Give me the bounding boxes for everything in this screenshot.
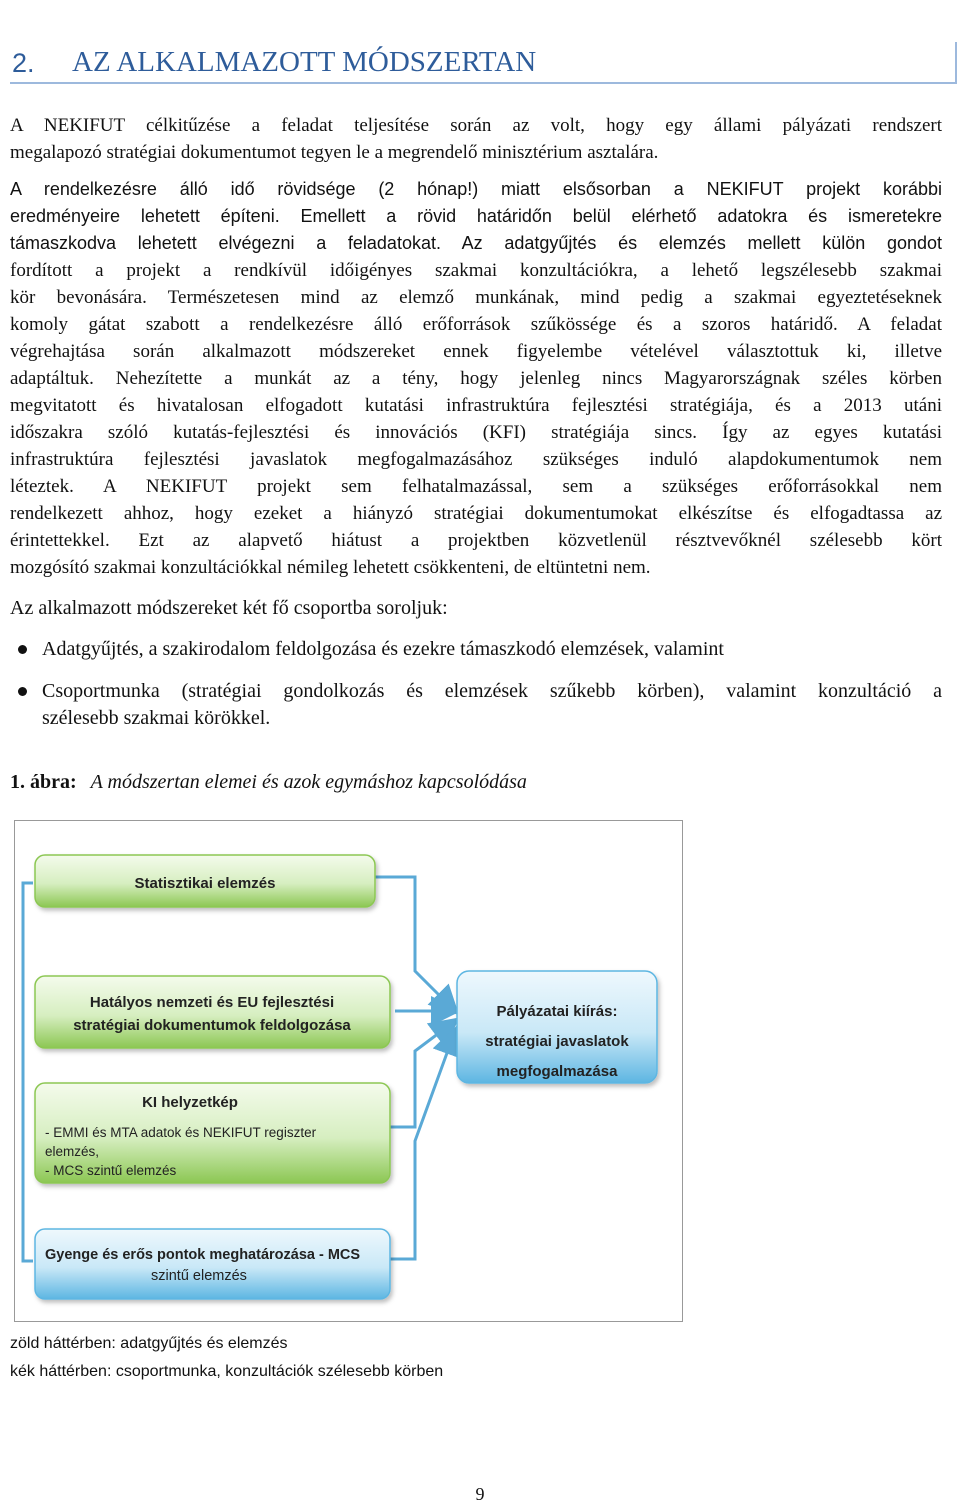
text-line: A rendelkezésre álló idő rövidsége (2 hónap!) miatt elsősorban a NEKIFUT projekt korábbi <box>10 179 942 199</box>
text-line: mozgósító szakmai konzultációkkal némileg lehetett csökkenteni, de eltüntetni nem. <box>10 557 651 578</box>
text-line: A NEKIFUT célkitűzése a feladat teljesítése során az volt, hogy egy állami pályázati rendszert <box>10 115 942 136</box>
box-label: stratégiai javaslatok <box>485 1033 629 1050</box>
section-title: AZ ALKALMAZOTT MÓDSZERTAN <box>72 46 537 78</box>
box-swot-analysis <box>35 1229 390 1299</box>
box-item: elemzés, <box>45 1144 100 1159</box>
box-title: KI helyzetkép <box>142 1094 238 1111</box>
box-label: szintű elemzés <box>151 1268 247 1284</box>
text-line: támaszkodva lehetett elvégezni a feladatokat. Az adatgyűjtés és elemzés mellett külön gondot <box>10 233 942 253</box>
paragraph-2-part-1 <box>10 176 942 257</box>
text-line: léteztek. A NEKIFUT projekt sem felhatalmazással, sem a szükséges erőforrásokkal nem <box>10 476 942 497</box>
bullet-icon <box>18 645 27 654</box>
bullet-icon <box>18 687 27 696</box>
figure-label: 1. ábra: <box>10 771 77 793</box>
figure-title: A módszertan elemei és azok egymáshoz kapcsolódása <box>90 771 527 793</box>
box-label: Hatályos nemzeti és EU fejlesztési <box>89 994 335 1011</box>
box-label: Statisztikai elemzés <box>134 875 276 892</box>
text-line: Csoportmunka (stratégiai gondolkozás és elemzések szűkebb körben), valamint konzultáció a <box>42 680 942 702</box>
box-label: stratégiai dokumentumok feldolgozása <box>73 1017 351 1034</box>
figure-caption <box>10 771 527 794</box>
legend-green: zöld háttérben: adatgyűjtés és elemzés <box>10 1335 288 1352</box>
connector-lines <box>23 877 455 1261</box>
text-line: végrehajtása során alkalmazott módszereket ennek figyelembe vételével választottuk ki, illetve <box>10 341 942 362</box>
text-line: komoly gátat szabott a rendelkezésre álló erőforrások szűkössége és a szoros határidő. A feladat <box>10 314 942 335</box>
box-label: Pályázatai kiírás: <box>496 1003 618 1020</box>
box-item: - MCS szintű elemzés <box>45 1163 177 1178</box>
box-ri-status <box>35 1083 390 1183</box>
text-line: megalapozó stratégiai dokumentumot tegyen le a megrendelő minisztérium asztalára. <box>10 142 659 163</box>
diagram-canvas <box>15 821 682 1321</box>
text-line: rendelkezett ahhoz, hogy ezeket a hiányzó stratégiai dokumentumokat elkészítse és elfogadtassa az <box>10 503 942 524</box>
section-heading <box>10 42 957 84</box>
page-number: 9 <box>475 1484 485 1504</box>
text-line: időszakra szóló kutatás-fejlesztési és innovációs (KFI) stratégiája sincs. Így az egyes kutatási <box>10 422 942 443</box>
box-item: - EMMI és MTA adatok és NEKIFUT regiszter <box>45 1125 317 1140</box>
list-item-text: Adatgyűjtés, a szakirodalom feldolgozása és ezekre támaszkodó elemzések, valamint <box>42 638 724 660</box>
text-line: megvitatott és hivatalosan elfogadott kutatási infrastruktúra fejlesztési stratégiája, és a 2013 utáni <box>10 395 942 416</box>
text-line: infrastruktúra fejlesztési javaslatok megfogalmazásához szükséges induló alapdokumentumok nem <box>10 449 942 470</box>
text-line: eredményeire lehetett építeni. Emellett a rövid határidőn belül elérhető adatokra és ismeretekre <box>10 206 942 226</box>
box-statistical-analysis <box>35 855 375 907</box>
box-call-proposals <box>457 971 657 1083</box>
box-label: Gyenge és erős pontok meghatározása - MCS <box>45 1247 361 1263</box>
text-line: szélesebb szakmai körökkel. <box>42 707 271 729</box>
paragraph-1 <box>10 112 942 166</box>
box-label: megfogalmazása <box>496 1063 618 1080</box>
methods-intro: Az alkalmazott módszereket két fő csoportba soroljuk: <box>10 597 448 619</box>
text-line: kör bevonására. Természetesen mind az elemző munkának, mind pedig a szakmai egyeztetéseknek <box>10 287 942 308</box>
box-strategy-documents <box>35 976 390 1048</box>
text-line: adaptáltuk. Nehezítette a munkát az a tény, hogy jelenleg nincs Magyarországnak széles körben <box>10 368 942 389</box>
text-line: fordított a projekt a rendkívül időigényes szakmai konzultációkra, a lehető legszélesebb szakmai <box>10 260 942 281</box>
paragraph-2-part-2 <box>10 257 942 581</box>
methodology-diagram <box>14 820 683 1322</box>
legend-blue: kék háttérben: csoportmunka, konzultációk szélesebb körben <box>10 1363 444 1380</box>
connector-left <box>23 883 33 1261</box>
section-number: 2. <box>12 48 35 78</box>
text-line: érintettekkel. Ezt az alapvető hiátust a projektben közvetlenül résztvevőknél szélesebb kört <box>10 530 942 551</box>
list-item-text <box>42 678 942 732</box>
